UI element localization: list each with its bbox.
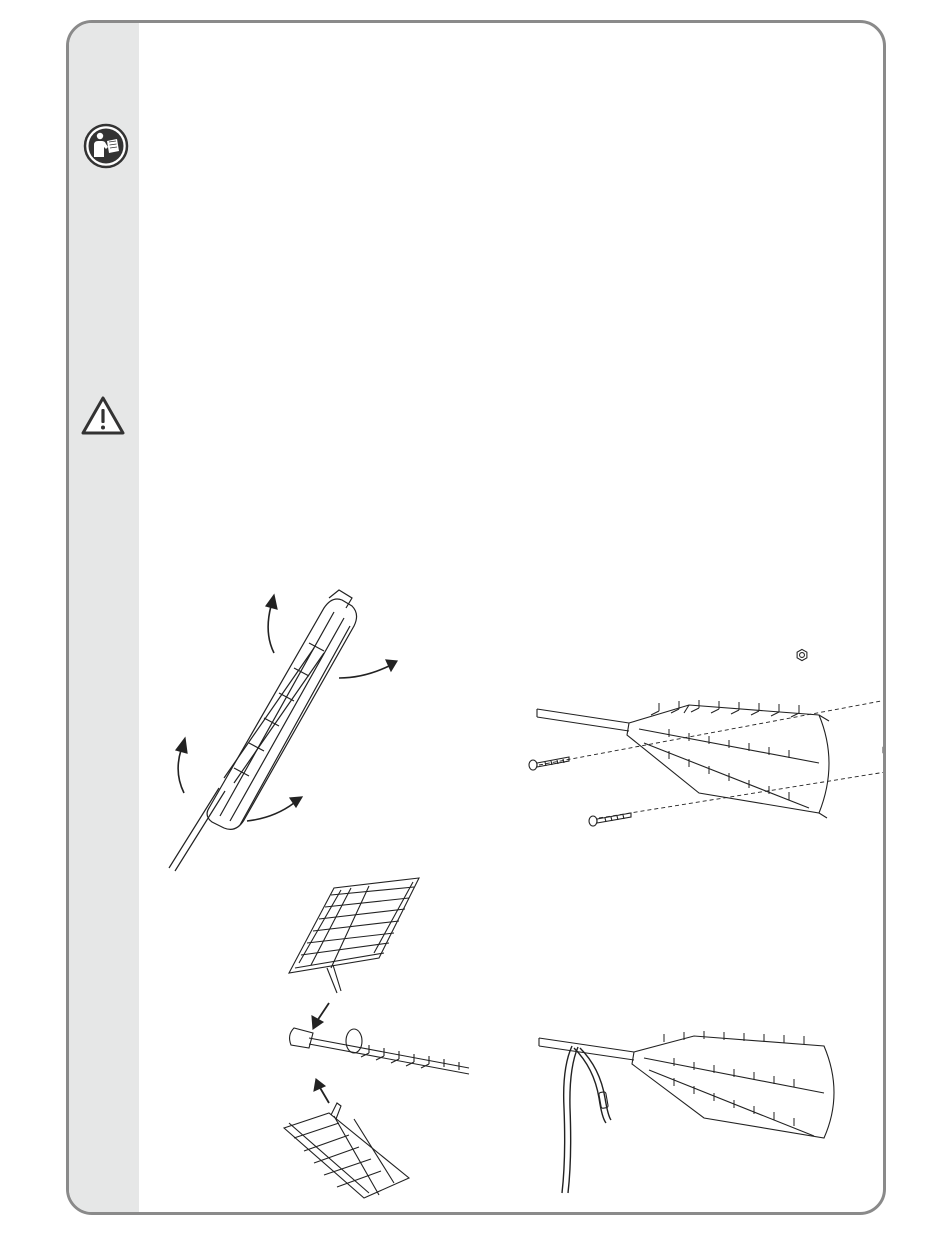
antenna-bolt-assembly-illustration	[519, 663, 886, 838]
antenna-unfolding-illustration	[164, 578, 434, 878]
content-area	[139, 23, 883, 1212]
reflector-assembly-illustration	[279, 873, 479, 1203]
warning-triangle-icon	[80, 395, 126, 437]
left-sidebar	[69, 23, 139, 1212]
read-manual-icon	[83, 123, 129, 169]
antenna-cable-connection-illustration	[534, 1008, 886, 1203]
page-frame	[66, 20, 886, 1215]
